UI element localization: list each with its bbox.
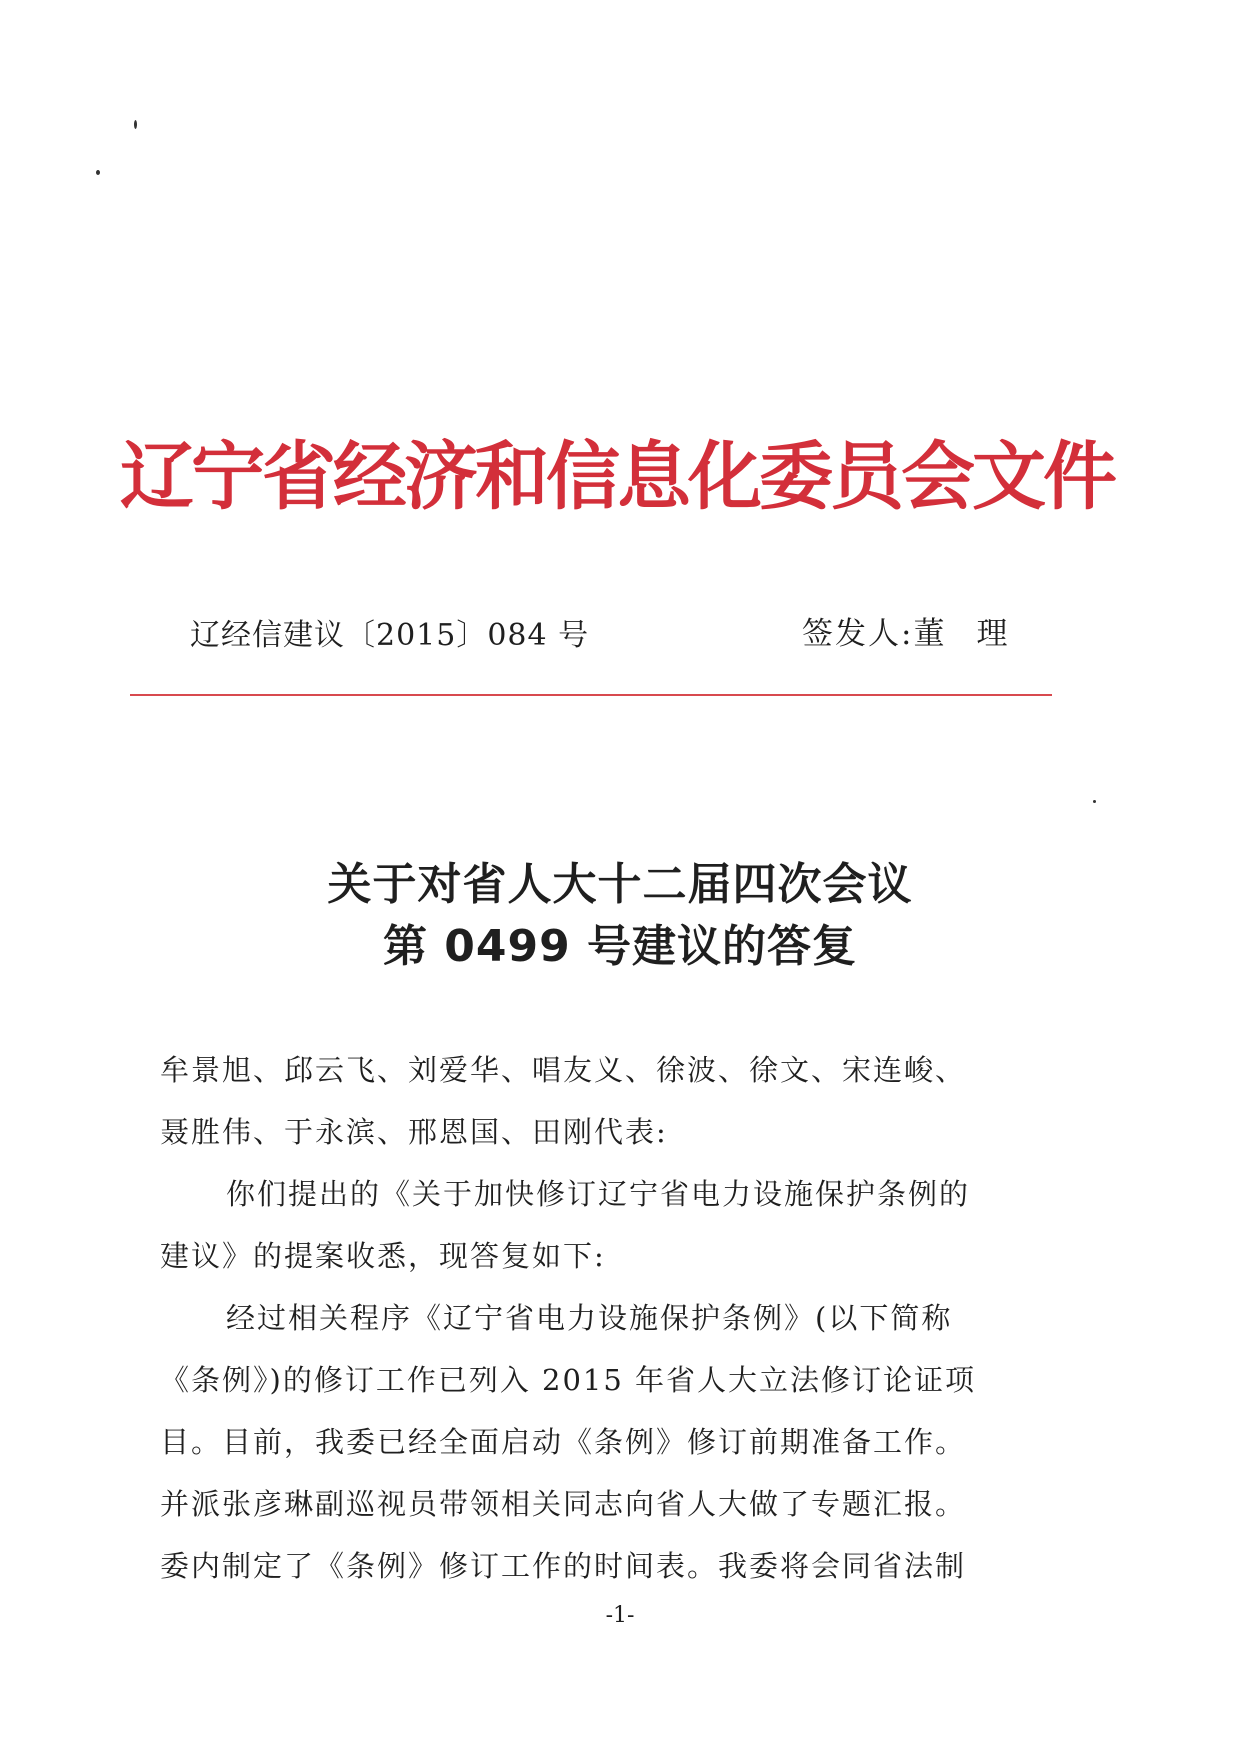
body-line: 牟景旭、邱云飞、刘爱华、唱友义、徐波、徐文、宋连峻、: [160, 1053, 967, 1087]
body-line: 经过相关程序《辽宁省电力设施保护条例》(以下简称: [226, 1301, 953, 1335]
scan-speck: [134, 120, 137, 129]
signer: [802, 608, 1039, 653]
scan-speck: [96, 170, 100, 175]
document-number: 辽经信建议〔2015〕084 号: [190, 618, 590, 653]
scan-speck: [1093, 800, 1096, 803]
header-divider: [130, 694, 1052, 696]
document-title-line-1: 关于对省人大十二届四次会议: [327, 859, 913, 910]
body-line: 并派张彦琳副巡视员带领相关同志向省人大做了专题汇报。: [160, 1487, 967, 1521]
body-line: 聂胜伟、于永滨、邢恩国、田刚代表:: [160, 1115, 668, 1149]
body-line: 《条例》)的修订工作已列入 2015 年省人大立法修订论证项: [160, 1363, 977, 1397]
page-number: -1-: [605, 1603, 635, 1628]
document-title-line-2: 第 0499 号建议的答复: [382, 921, 858, 972]
issuing-authority-header: 辽宁省经济和信息化委员会文件: [120, 434, 1114, 520]
body-line: 委内制定了《条例》修订工作的时间表。我委将会同省法制: [160, 1549, 967, 1583]
signer-label: 签发人:: [802, 616, 914, 652]
body-line: 建议》的提案收悉，现答复如下:: [160, 1239, 606, 1273]
body-line: 目。目前，我委已经全面启动《条例》修订前期准备工作。: [160, 1425, 967, 1459]
signer-name: 董理: [913, 616, 1040, 652]
body-line: 你们提出的《关于加快修订辽宁省电力设施保护条例的: [226, 1177, 971, 1211]
